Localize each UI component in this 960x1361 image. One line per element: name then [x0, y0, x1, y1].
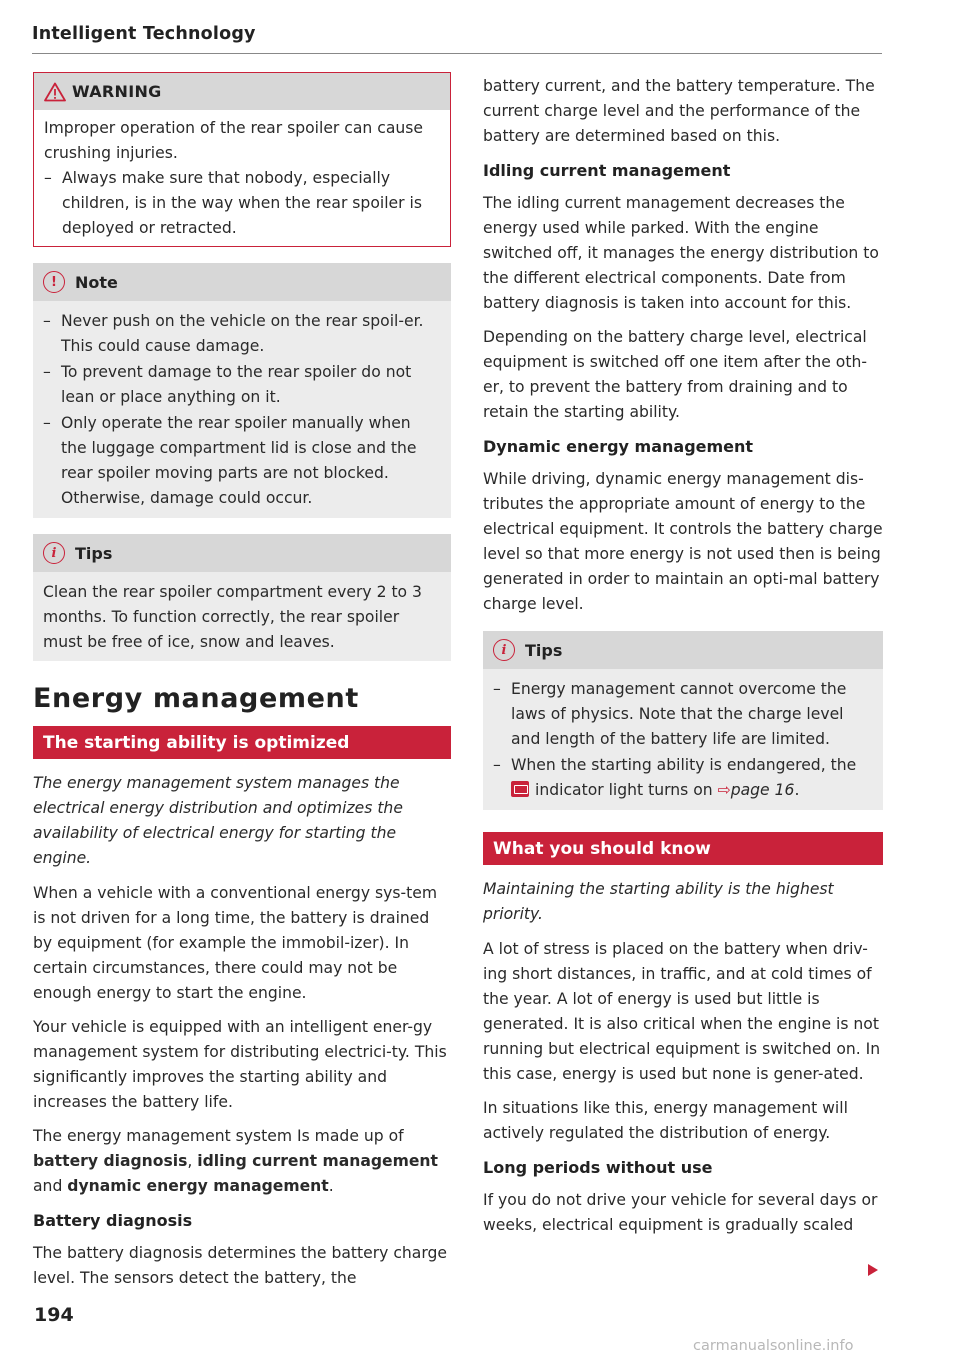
text-span: , — [187, 1152, 198, 1170]
warning-text: Improper operation of the rear spoiler can cause crushing injuries. — [44, 119, 423, 162]
reference-arrow-icon: ⇨ — [717, 781, 731, 799]
subsection-title: The starting ability is optimized — [43, 732, 350, 753]
subsection-bar — [33, 726, 451, 759]
page-number: 194 — [34, 1304, 74, 1326]
header-title: Intelligent Technology — [32, 24, 256, 44]
right-column — [483, 74, 883, 1247]
long-periods-heading: Long periods without use — [483, 1158, 713, 1177]
tips-item: – Energy management cannot overcome the laws of physics. Note that the charge level and length of the battery life are limited. — [493, 677, 873, 752]
section-intro: The energy management system manages the electrical energy distribution and optimizes the availability of electrical energy for starting the engine. — [33, 774, 403, 867]
dynamic-heading: Dynamic energy management — [483, 437, 754, 456]
warning-item: – Always make sure that nobody, especially children, is in the way when the rear spoiler is deployed or retracted. — [44, 166, 440, 241]
warning-box — [33, 72, 451, 247]
idling-heading: Idling current management — [483, 161, 731, 180]
paragraph: While driving, dynamic energy management dis-tributes the appropriate amount of energy to the electrical equipment. It controls the battery charge level so that more energy is not used then is being generated in order to maintain an opti-mal battery charge level. — [483, 470, 883, 613]
tips-list — [493, 677, 873, 803]
tips-label: Tips — [525, 640, 563, 660]
bold-term: idling current management — [197, 1152, 438, 1170]
section-intro: Maintaining the starting ability is the highest priority. — [483, 880, 834, 923]
left-column — [33, 72, 451, 1300]
paragraph: Depending on the battery charge level, electrical equipment is switched off one item after the oth-er, to prevent the battery from draining and to retain the starting ability. — [483, 328, 867, 421]
text-span: The energy management system Is made up of — [33, 1127, 404, 1145]
battery-diagnosis-heading: Battery diagnosis — [33, 1211, 193, 1230]
tips-box — [483, 631, 883, 810]
text-span: . — [794, 781, 800, 799]
paragraph: The idling current management decreases the energy used while parked. With the engine switched off, it manages the energy distribution to the different electrical components. Date from battery diagnosis is taken into account for this. — [483, 194, 879, 312]
warning-list — [44, 166, 440, 241]
text-span: indicator light turns on — [535, 781, 713, 799]
text-span: and — [33, 1177, 68, 1195]
note-box — [33, 263, 451, 518]
info-icon: i — [493, 639, 515, 661]
paragraph: When a vehicle with a conventional energy sys-tem is not driven for a long time, the battery is drained by equipment (for example the immobil-izer). In certain circumstances, there could may not be enough energy to start the engine. — [33, 884, 438, 1002]
tips-text: Clean the rear spoiler compartment every 2 to 3 months. To function correctly, the rear spoiler must be free of ice, snow and leaves. — [43, 583, 422, 651]
warning-label: WARNING — [72, 82, 162, 101]
page-ref-text: page 16 — [730, 781, 795, 799]
tips-item — [493, 753, 873, 803]
page-reference-link[interactable] — [718, 781, 795, 799]
note-list — [43, 309, 441, 511]
tips-box — [33, 534, 451, 661]
section-title: Energy management — [33, 683, 359, 714]
note-item: – To prevent damage to the rear spoiler do not lean or place anything on it. — [43, 360, 441, 410]
text-span: . — [328, 1177, 334, 1195]
subsection-bar — [483, 832, 883, 865]
watermark: carmanualsonline.info — [693, 1338, 854, 1354]
tips-header — [33, 534, 451, 572]
continue-arrow-icon — [868, 1264, 878, 1276]
bold-term: dynamic energy management — [67, 1177, 329, 1195]
warning-body — [34, 110, 450, 246]
text-span: When the starting ability is endangered, the — [511, 756, 857, 774]
paragraph: battery current, and the battery temperature. The current charge level and the performance of the battery are determined based on this. — [483, 77, 875, 145]
info-icon: i — [43, 542, 65, 564]
warning-triangle-icon — [44, 82, 66, 102]
tips-body — [483, 669, 883, 810]
note-item: – Never push on the vehicle on the rear spoil-er. This could cause damage. — [43, 309, 441, 359]
note-icon: ! — [43, 271, 65, 293]
note-item: – Only operate the rear spoiler manually when the luggage compartment lid is close and the rear spoiler moving parts are not blocked. Otherwise, damage could occur. — [43, 411, 441, 511]
battery-indicator-icon — [511, 781, 529, 797]
note-header — [33, 263, 451, 301]
tips-body — [33, 572, 451, 661]
paragraph: If you do not drive your vehicle for several days or weeks, electrical equipment is gradually scaled — [483, 1191, 878, 1234]
tips-label: Tips — [75, 543, 113, 563]
bold-term: battery diagnosis — [33, 1152, 188, 1170]
paragraph: In situations like this, energy management will actively regulated the distribution of energy. — [483, 1099, 848, 1142]
tips-header — [483, 631, 883, 669]
warning-header — [34, 73, 450, 110]
paragraph: Your vehicle is equipped with an intelligent ener-gy management system for distributing electrici-ty. This significantly improves the starting ability and increases the battery life. — [33, 1018, 447, 1111]
page-header — [32, 24, 882, 54]
paragraph: The battery diagnosis determines the battery charge level. The sensors detect the battery, the — [33, 1244, 447, 1287]
note-body — [33, 301, 451, 518]
note-label: Note — [75, 272, 118, 292]
paragraph — [33, 1124, 451, 1199]
subsection-title: What you should know — [493, 838, 711, 859]
paragraph: A lot of stress is placed on the battery when driv-ing short distances, in traffic, and at cold times of the year. A lot of energy is used but little is generated. It is also critical when the engine is not running but electrical equipment is switched on. In this case, energy is used but none is gener-ated. — [483, 940, 881, 1083]
